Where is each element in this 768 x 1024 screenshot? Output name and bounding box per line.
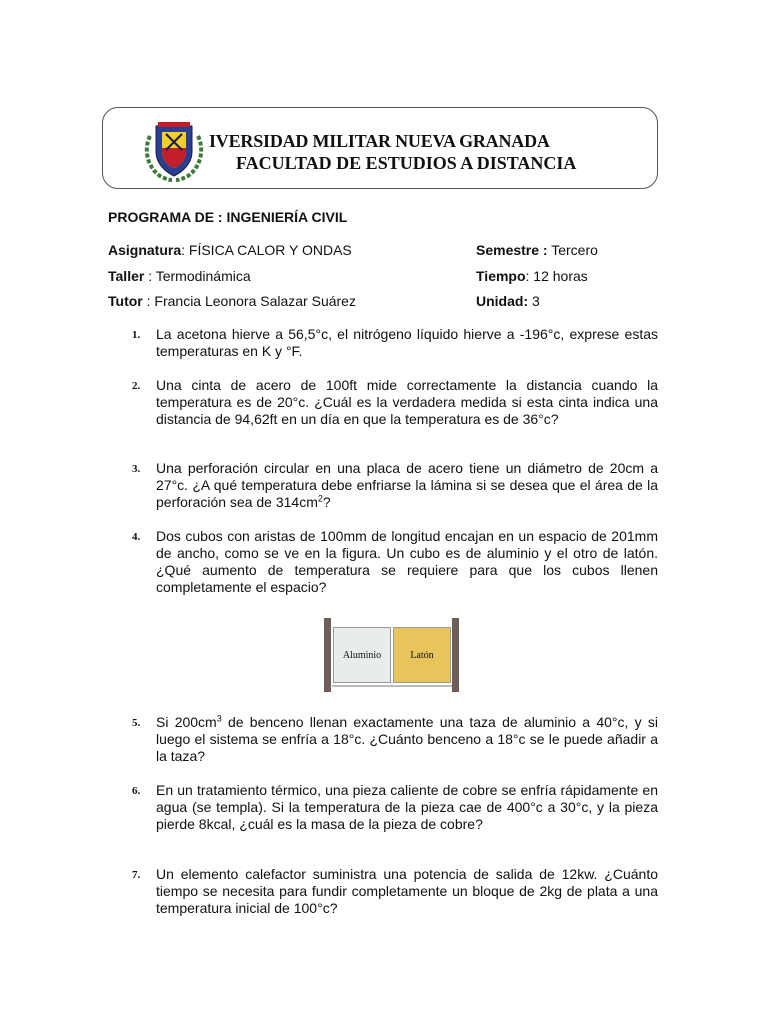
tutor-field bbox=[108, 293, 356, 309]
aluminio-cube bbox=[333, 627, 391, 683]
question-text: Un elemento calefactor suministra una potencia de salida de 12kw. ¿Cuánto tiempo se necesita para fundir completamente un bloque de 2kg de plata a una temperatura inicial de 100°c? bbox=[156, 866, 658, 916]
taller-value: : Termodinámica bbox=[144, 268, 251, 284]
question-text: Una cinta de acero de 100ft mide correctamente la distancia cuando la temperatura es de 20°c. ¿Cuál es la verdadera medida si esta cinta indica una distancia de 94,62ft en un día en que la temperatura es de 36°c? bbox=[156, 377, 658, 427]
question-text: Dos cubos con aristas de 100mm de longitud encajan en un espacio de 201mm de ancho, como se ve en la figura. Un cubo es de aluminio y el otro de latón. ¿Qué aumento de temperatura se requiere para que los cubos llenen completamente el espacio? bbox=[156, 528, 658, 595]
question-item bbox=[108, 460, 658, 511]
semestre-field bbox=[476, 242, 598, 258]
question-item bbox=[108, 377, 658, 428]
question-item bbox=[108, 782, 658, 833]
laton-label: Latón bbox=[410, 649, 434, 661]
tutor-value: : Francia Leonora Salazar Suárez bbox=[142, 293, 356, 309]
question-number: 4. bbox=[132, 531, 141, 543]
question-text: En un tratamiento térmico, una pieza caliente de cobre se enfría rápidamente en agua (se templa). Si la temperatura de la pieza cae de 400°c a 30°c, y la pieza pierde 8kcal, ¿cuál es la masa de la pieza de cobre? bbox=[156, 782, 658, 832]
asignatura-field bbox=[108, 242, 352, 258]
question-number: 1. bbox=[132, 329, 141, 341]
university-crest-logo bbox=[142, 118, 206, 184]
question-number: 2. bbox=[132, 380, 141, 392]
unidad-label: Unidad: bbox=[476, 293, 529, 309]
tiempo-field bbox=[476, 268, 588, 284]
question-number: 7. bbox=[132, 869, 141, 881]
cubes-figure bbox=[324, 618, 460, 694]
unidad-value: 3 bbox=[528, 293, 540, 309]
program-title: PROGRAMA DE : INGENIERÍA CIVIL bbox=[108, 209, 348, 225]
left-wall bbox=[324, 618, 331, 692]
question-item bbox=[108, 326, 658, 360]
question-number: 3. bbox=[132, 463, 141, 475]
semestre-label: Semestre : bbox=[476, 242, 548, 258]
unidad-field bbox=[476, 293, 540, 309]
tiempo-label: Tiempo bbox=[476, 268, 526, 284]
question-item bbox=[108, 866, 658, 917]
question-text: La acetona hierve a 56,5°c, el nitrógeno líquido hierve a -196°c, exprese estas temperaturas en K y °F. bbox=[156, 326, 658, 359]
faculty-name: FACULTAD DE ESTUDIOS A DISTANCIA bbox=[236, 153, 577, 173]
tutor-label: Tutor bbox=[108, 293, 143, 309]
question-item bbox=[108, 528, 658, 596]
question-number: 5. bbox=[132, 717, 141, 729]
tiempo-value: : 12 horas bbox=[525, 268, 588, 284]
asignatura-label: Asignatura bbox=[108, 242, 182, 258]
institution-name: IVERSIDAD MILITAR NUEVA GRANADA bbox=[209, 131, 550, 151]
right-wall bbox=[452, 618, 459, 692]
taller-field bbox=[108, 268, 251, 284]
question-text: Una perforación circular en una placa de acero tiene un diámetro de 20cm a 27°c. ¿A qué temperatura debe enfriarse la lámina si se desea que el área de la perforación sea de $314cm^2$? bbox=[156, 460, 658, 510]
question-number: 6. bbox=[132, 785, 141, 797]
aluminio-label: Aluminio bbox=[342, 649, 382, 661]
figure-base bbox=[332, 685, 452, 687]
laton-cube bbox=[393, 627, 451, 683]
semestre-value: Tercero bbox=[547, 242, 598, 258]
asignatura-value: : FÍSICA CALOR Y ONDAS bbox=[181, 242, 352, 258]
taller-label: Taller bbox=[108, 268, 145, 284]
question-item bbox=[108, 714, 658, 765]
question-text: Si $200cm^3$ de benceno llenan exactamente una taza de aluminio a 40°c, y si luego el sistema se enfría a 18°c. ¿Cuánto benceno a 18°c se le puede añadir a la taza? bbox=[156, 713, 658, 764]
